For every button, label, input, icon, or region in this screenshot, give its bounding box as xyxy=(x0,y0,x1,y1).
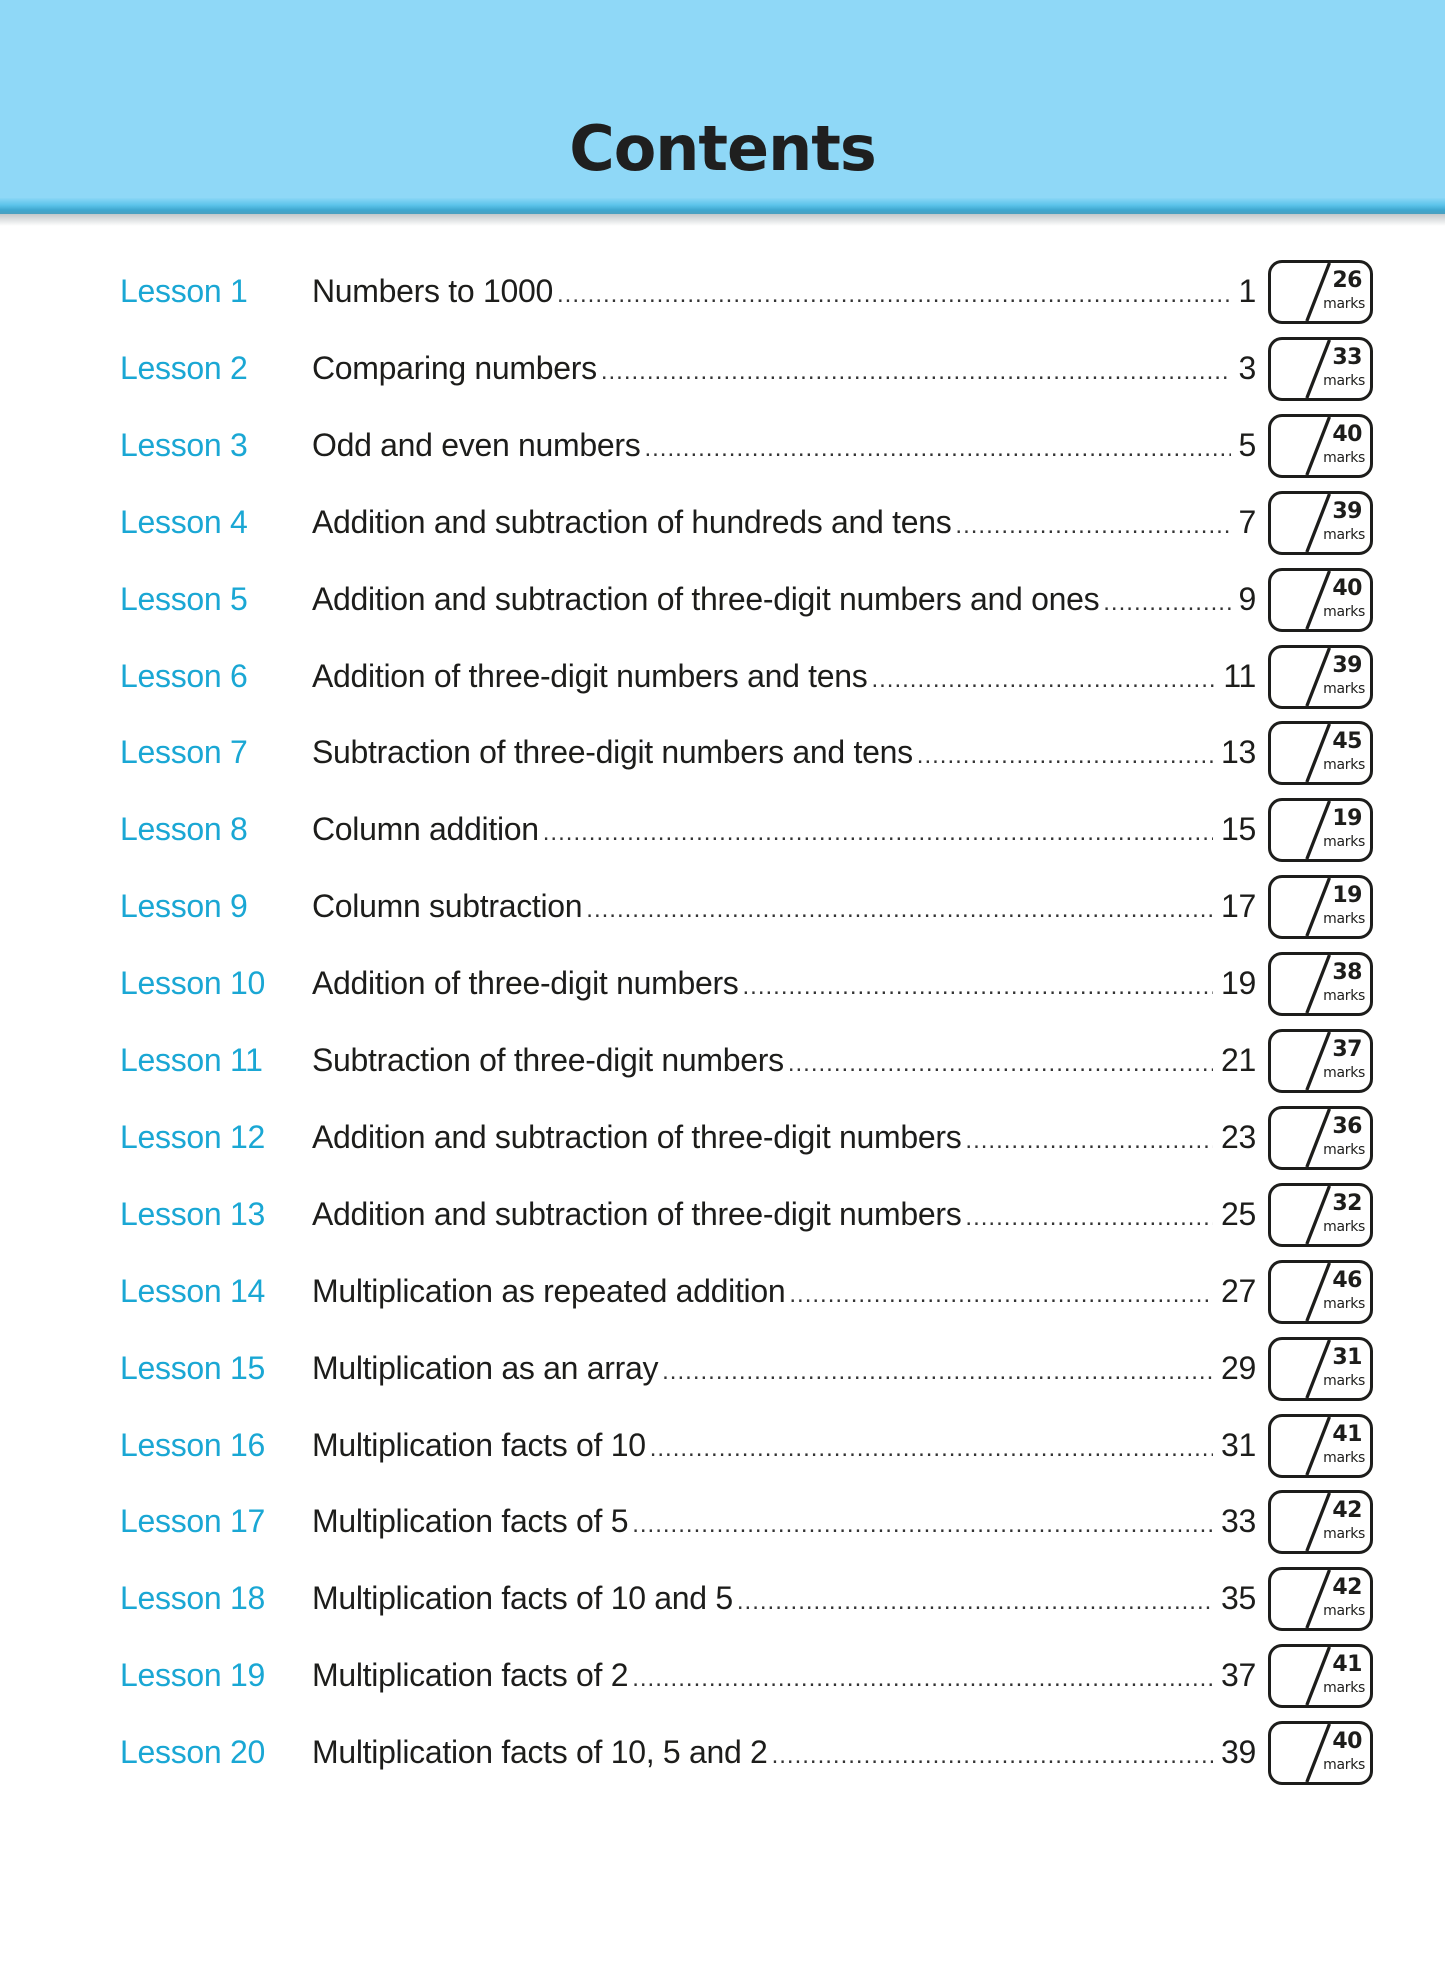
lesson-label: Lesson 13 xyxy=(120,1195,265,1232)
entry-line xyxy=(312,1273,1256,1313)
lesson-title: Multiplication as an array xyxy=(312,1349,659,1386)
marks-label: marks xyxy=(1323,1449,1365,1466)
marks-label: marks xyxy=(1323,526,1365,543)
lesson-label: Lesson 8 xyxy=(120,811,248,848)
toc-entry-lesson-4[interactable] xyxy=(0,488,1445,558)
toc-entry-lesson-5[interactable] xyxy=(0,565,1445,635)
marks-score-box[interactable] xyxy=(1268,645,1373,709)
lesson-title: Numbers to 1000 xyxy=(312,273,553,309)
marks-score-box[interactable] xyxy=(1268,1721,1373,1785)
dot-leader xyxy=(965,1127,1213,1155)
entry-line xyxy=(312,1427,1256,1467)
marks-score-box[interactable] xyxy=(1268,260,1373,324)
header-bottom-strip xyxy=(0,198,1445,214)
marks-label: marks xyxy=(1323,1295,1365,1312)
marks-total: 46 xyxy=(1332,1267,1362,1293)
lesson-label: Lesson 18 xyxy=(120,1580,265,1617)
page-number: 9 xyxy=(1238,580,1256,617)
lesson-label: Lesson 16 xyxy=(120,1426,265,1463)
dot-leader xyxy=(743,973,1214,1001)
page-number: 25 xyxy=(1221,1195,1256,1232)
lesson-label: Lesson 20 xyxy=(120,1734,265,1771)
page-number: 15 xyxy=(1221,811,1256,848)
page-number: 35 xyxy=(1221,1580,1256,1617)
marks-total: 41 xyxy=(1332,1652,1362,1678)
entry-line xyxy=(312,1196,1256,1236)
marks-total: 40 xyxy=(1332,1729,1362,1755)
marks-total: 45 xyxy=(1332,729,1362,755)
marks-score-box[interactable] xyxy=(1268,1106,1373,1170)
marks-total: 38 xyxy=(1332,960,1362,986)
page-title: Contents xyxy=(569,112,876,185)
entry-line xyxy=(312,1657,1256,1697)
marks-total: 39 xyxy=(1332,498,1362,524)
page-number: 3 xyxy=(1238,349,1256,386)
marks-label: marks xyxy=(1323,1680,1365,1697)
marks-score-box[interactable] xyxy=(1268,1644,1373,1708)
dot-leader xyxy=(632,1511,1213,1539)
dot-leader xyxy=(650,1435,1213,1463)
dot-leader xyxy=(955,512,1230,540)
lesson-title: Addition and subtraction of three-digit numbers xyxy=(312,1195,962,1232)
entry-line xyxy=(312,734,1256,774)
entry-line xyxy=(312,888,1256,928)
lesson-label: Lesson 19 xyxy=(120,1657,265,1694)
marks-score-box[interactable] xyxy=(1268,568,1373,632)
dot-leader xyxy=(788,1050,1213,1078)
entry-line xyxy=(312,811,1256,851)
lesson-title: Addition and subtraction of three-digit numbers and ones xyxy=(312,580,1100,617)
entry-line xyxy=(312,658,1256,698)
lesson-label: Lesson 14 xyxy=(120,1272,265,1309)
marks-score-box[interactable] xyxy=(1268,1567,1373,1631)
dot-leader xyxy=(737,1588,1213,1616)
marks-label: marks xyxy=(1323,449,1365,466)
marks-total: 41 xyxy=(1332,1421,1362,1447)
marks-score-box[interactable] xyxy=(1268,1260,1373,1324)
page-number: 29 xyxy=(1221,1349,1256,1386)
entry-line xyxy=(312,350,1256,390)
marks-label: marks xyxy=(1323,911,1365,928)
dot-leader xyxy=(917,742,1213,770)
lesson-title: Addition and subtraction of three-digit numbers xyxy=(312,1118,962,1155)
marks-total: 40 xyxy=(1332,575,1362,601)
page-number: 27 xyxy=(1221,1272,1256,1309)
marks-score-box[interactable] xyxy=(1268,1490,1373,1554)
page-number: 19 xyxy=(1221,965,1256,1002)
marks-score-box[interactable] xyxy=(1268,491,1373,555)
lesson-label: Lesson 9 xyxy=(120,888,248,925)
toc-entry-lesson-17[interactable] xyxy=(0,1487,1445,1557)
page-number: 39 xyxy=(1221,1734,1256,1771)
lesson-label: Lesson 10 xyxy=(120,965,265,1002)
toc-entry-lesson-9[interactable] xyxy=(0,872,1445,942)
dot-leader xyxy=(557,281,1231,309)
lesson-title: Multiplication facts of 2 xyxy=(312,1657,629,1694)
marks-total: 33 xyxy=(1332,344,1362,370)
lesson-title: Subtraction of three-digit numbers and tens xyxy=(312,734,913,771)
toc-entry-lesson-12[interactable] xyxy=(0,1103,1445,1173)
lesson-label: Lesson 1 xyxy=(120,273,248,309)
entry-line xyxy=(312,504,1256,544)
toc-entry-lesson-13[interactable] xyxy=(0,1180,1445,1250)
entry-line xyxy=(312,1119,1256,1159)
toc-entry-lesson-8[interactable] xyxy=(0,795,1445,865)
entry-line xyxy=(312,273,1256,313)
marks-label: marks xyxy=(1323,988,1365,1005)
entry-line xyxy=(312,1350,1256,1390)
marks-label: marks xyxy=(1323,1065,1365,1081)
marks-score-box[interactable] xyxy=(1268,1414,1373,1478)
marks-label: marks xyxy=(1323,757,1365,774)
marks-total: 42 xyxy=(1332,1498,1362,1524)
dot-leader xyxy=(789,1281,1213,1309)
marks-label: marks xyxy=(1323,372,1365,389)
marks-score-box[interactable] xyxy=(1268,1029,1373,1093)
lesson-title: Multiplication facts of 10, 5 and 2 xyxy=(312,1734,768,1771)
dot-leader xyxy=(871,666,1215,694)
lesson-title: Multiplication facts of 10 and 5 xyxy=(312,1580,733,1617)
marks-label: marks xyxy=(1323,1372,1365,1389)
marks-total: 32 xyxy=(1332,1190,1362,1216)
page-number: 21 xyxy=(1221,1042,1256,1078)
marks-total: 40 xyxy=(1332,421,1362,447)
marks-total: 19 xyxy=(1332,883,1362,909)
toc-entry-lesson-7[interactable] xyxy=(0,718,1445,788)
dot-leader xyxy=(772,1742,1213,1770)
toc-entry-lesson-2[interactable] xyxy=(0,334,1445,404)
lesson-title: Addition of three-digit numbers and tens xyxy=(312,657,868,694)
marks-total: 36 xyxy=(1332,1113,1362,1139)
marks-total: 42 xyxy=(1332,1575,1362,1601)
entry-line xyxy=(312,965,1256,1005)
marks-total: 37 xyxy=(1332,1037,1362,1062)
dot-leader xyxy=(644,435,1230,463)
marks-label: marks xyxy=(1323,1141,1365,1158)
dot-leader xyxy=(632,1665,1213,1693)
lesson-title: Multiplication as repeated addition xyxy=(312,1272,786,1309)
lesson-label: Lesson 4 xyxy=(120,503,248,540)
page-number: 37 xyxy=(1221,1657,1256,1694)
entry-line xyxy=(312,1042,1256,1082)
lesson-title: Comparing numbers xyxy=(312,349,597,386)
page-number: 17 xyxy=(1221,888,1256,925)
marks-total: 39 xyxy=(1332,652,1362,678)
page-number: 31 xyxy=(1221,1426,1256,1463)
lesson-label: Lesson 12 xyxy=(120,1118,265,1155)
marks-score-box[interactable] xyxy=(1268,798,1373,862)
entry-line xyxy=(312,1734,1256,1774)
toc-entry-lesson-18[interactable] xyxy=(0,1564,1445,1634)
dot-leader xyxy=(586,896,1213,924)
marks-label: marks xyxy=(1323,1218,1365,1235)
marks-label: marks xyxy=(1323,296,1365,312)
marks-total: 26 xyxy=(1332,268,1362,293)
toc-entry-lesson-19[interactable] xyxy=(0,1641,1445,1711)
toc-entry-lesson-3[interactable] xyxy=(0,411,1445,481)
marks-score-box[interactable] xyxy=(1268,1183,1373,1247)
page-number: 5 xyxy=(1238,426,1256,463)
lesson-label: Lesson 17 xyxy=(120,1503,265,1540)
marks-label: marks xyxy=(1323,1526,1365,1543)
lesson-label: Lesson 7 xyxy=(120,734,248,771)
marks-total: 19 xyxy=(1332,806,1362,832)
marks-score-box[interactable] xyxy=(1268,952,1373,1016)
dot-leader xyxy=(1103,589,1230,617)
lesson-title: Addition of three-digit numbers xyxy=(312,965,739,1002)
entry-line xyxy=(312,1580,1256,1620)
lesson-title: Column subtraction xyxy=(312,888,583,925)
lesson-title: Subtraction of three-digit numbers xyxy=(312,1042,784,1078)
lesson-label: Lesson 5 xyxy=(120,580,248,617)
page-number: 11 xyxy=(1223,657,1256,694)
marks-label: marks xyxy=(1323,603,1365,620)
entry-line xyxy=(312,581,1256,621)
lesson-title: Multiplication facts of 10 xyxy=(312,1426,646,1463)
page-number: 13 xyxy=(1221,734,1256,771)
toc-entry-lesson-11[interactable] xyxy=(0,1026,1445,1096)
toc-entry-lesson-1[interactable] xyxy=(0,257,1445,327)
marks-label: marks xyxy=(1323,1757,1365,1774)
entry-line xyxy=(312,1503,1256,1543)
toc-entry-lesson-6[interactable] xyxy=(0,642,1445,712)
toc-entry-lesson-20[interactable] xyxy=(0,1718,1445,1788)
marks-score-box[interactable] xyxy=(1268,1337,1373,1401)
lesson-title: Column addition xyxy=(312,811,539,848)
marks-label: marks xyxy=(1323,1603,1365,1620)
lesson-title: Odd and even numbers xyxy=(312,426,641,463)
toc-entry-lesson-14[interactable] xyxy=(0,1257,1445,1327)
lesson-label: Lesson 2 xyxy=(120,349,248,386)
dot-leader xyxy=(543,819,1213,847)
marks-label: marks xyxy=(1323,834,1365,851)
marks-total: 31 xyxy=(1332,1344,1362,1370)
marks-score-box[interactable] xyxy=(1268,414,1373,478)
lesson-label: Lesson 3 xyxy=(120,426,248,463)
dot-leader xyxy=(662,1358,1213,1386)
lesson-label: Lesson 6 xyxy=(120,657,248,694)
page-number: 23 xyxy=(1221,1118,1256,1155)
lesson-label: Lesson 11 xyxy=(120,1042,263,1078)
marks-label: marks xyxy=(1323,680,1365,697)
toc-entry-lesson-10[interactable] xyxy=(0,949,1445,1019)
dot-leader xyxy=(965,1204,1213,1232)
lesson-label: Lesson 15 xyxy=(120,1349,265,1386)
dot-leader xyxy=(601,358,1231,386)
page-number: 7 xyxy=(1238,503,1256,540)
lesson-title: Addition and subtraction of hundreds and tens xyxy=(312,503,952,540)
toc-entry-lesson-16[interactable] xyxy=(0,1411,1445,1481)
lesson-title: Multiplication facts of 5 xyxy=(312,1503,629,1540)
header-shadow xyxy=(0,214,1445,226)
page-number: 1 xyxy=(1238,273,1256,309)
marks-score-box[interactable] xyxy=(1268,721,1373,785)
entry-line xyxy=(312,427,1256,467)
toc-entry-lesson-15[interactable] xyxy=(0,1334,1445,1404)
page-number: 33 xyxy=(1221,1503,1256,1540)
marks-score-box[interactable] xyxy=(1268,875,1373,939)
marks-score-box[interactable] xyxy=(1268,337,1373,401)
